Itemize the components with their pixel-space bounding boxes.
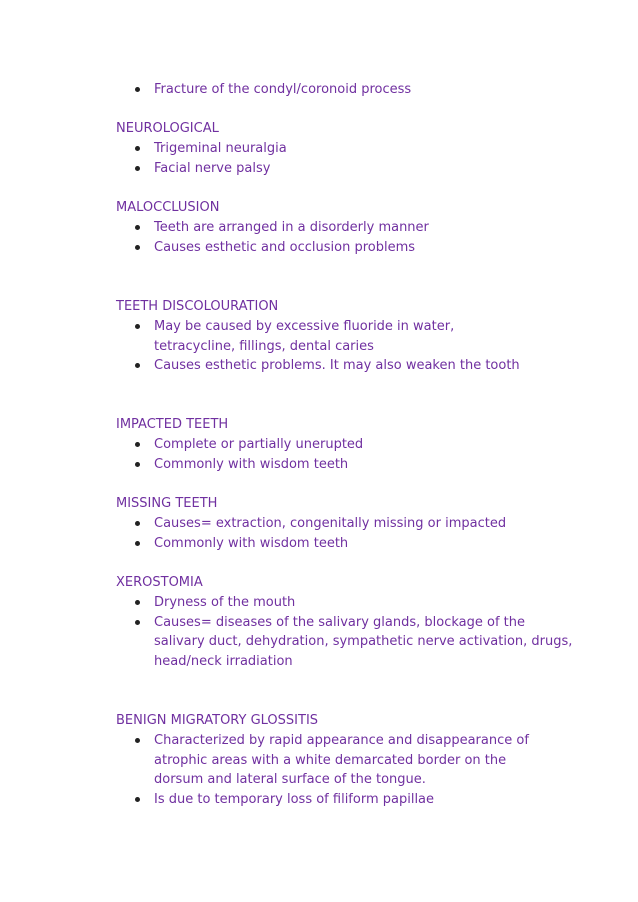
- list-item: [116, 356, 536, 376]
- list-item: [116, 455, 596, 475]
- bullet-dot-icon: [135, 442, 140, 447]
- section-heading: MISSING TEETH: [116, 496, 218, 511]
- list-item-text: Is due to temporary loss of filiform papillae: [154, 791, 435, 807]
- section-benign-migratory-glossitis: [116, 711, 556, 809]
- bullet-dot-icon: [135, 541, 140, 546]
- bullet-dot-icon: [135, 363, 140, 368]
- bullet-dot-icon: [135, 600, 140, 605]
- list-item-text: May be caused by excessive fluoride in water, tetracycline, fillings, dental caries: [154, 319, 455, 354]
- intro-block: [116, 80, 596, 100]
- list-item: [116, 593, 576, 613]
- list-item-text: Trigeminal neuralgia: [154, 141, 287, 156]
- list-item: [116, 139, 596, 159]
- bullet-list: [116, 514, 596, 553]
- list-item-text: Causes esthetic problems. It may also weaken the tooth: [154, 358, 520, 374]
- bullet-list: [116, 593, 576, 671]
- bullet-list: [116, 139, 596, 178]
- bullet-dot-icon: [135, 87, 140, 92]
- bullet-list: [116, 80, 596, 100]
- section-heading: IMPACTED TEETH: [116, 417, 229, 432]
- bullet-dot-icon: [135, 245, 140, 250]
- list-item-text: Dryness of the mouth: [154, 595, 296, 610]
- list-item: [116, 731, 556, 790]
- list-item-text: Causes= extraction, congenitally missing or impacted: [154, 516, 507, 531]
- section-teeth-discolouration: [116, 297, 536, 376]
- list-item-text: Teeth are arranged in a disorderly manner: [154, 220, 429, 235]
- list-item: [116, 514, 596, 534]
- bullet-list: [116, 218, 596, 257]
- bullet-list: [116, 731, 556, 809]
- bullet-list: [116, 435, 596, 474]
- list-item-text: Commonly with wisdom teeth: [154, 535, 349, 551]
- list-item: [116, 238, 596, 258]
- bullet-dot-icon: [135, 324, 140, 329]
- section-heading: TEETH DISCOLOURATION: [116, 299, 279, 314]
- bullet-list: [116, 317, 536, 376]
- bullet-dot-icon: [135, 225, 140, 230]
- bullet-dot-icon: [135, 738, 140, 743]
- section-impacted-teeth: [116, 415, 596, 474]
- list-item-text: Causes= diseases of the salivary glands, blockage of the salivary duct, dehydration, sympathetic nerve activation, drugs, head/neck irradiation: [154, 614, 573, 669]
- list-item: [116, 218, 596, 238]
- section-neurological: [116, 119, 596, 178]
- bullet-dot-icon: [135, 797, 140, 802]
- list-item-text: Commonly with wisdom teeth: [154, 456, 349, 472]
- section-heading: MALOCCLUSION: [116, 200, 220, 215]
- list-item: [116, 613, 576, 672]
- list-item: [116, 80, 596, 100]
- section-heading: XEROSTOMIA: [116, 575, 203, 590]
- bullet-dot-icon: [135, 166, 140, 171]
- list-item: [116, 159, 596, 179]
- list-item-text: Causes esthetic and occlusion problems: [154, 239, 416, 255]
- bullet-dot-icon: [135, 146, 140, 151]
- bullet-dot-icon: [135, 462, 140, 467]
- list-item: [116, 317, 536, 356]
- bullet-dot-icon: [135, 620, 140, 625]
- section-missing-teeth: [116, 494, 596, 553]
- section-xerostomia: [116, 573, 576, 671]
- section-malocclusion: [116, 198, 596, 257]
- list-item: [116, 790, 556, 810]
- list-item-text: Characterized by rapid appearance and disappearance of atrophic areas with a white demarcated border on the dorsum and lateral surface of the tongue.: [154, 733, 529, 788]
- list-item-text: Fracture of the condyl/coronoid process: [154, 82, 412, 97]
- list-item: [116, 534, 596, 554]
- section-heading: NEUROLOGICAL: [116, 121, 219, 136]
- list-item: [116, 435, 596, 455]
- section-heading: BENIGN MIGRATORY GLOSSITIS: [116, 713, 319, 728]
- bullet-dot-icon: [135, 521, 140, 526]
- list-item-text: Facial nerve palsy: [154, 160, 271, 176]
- list-item-text: Complete or partially unerupted: [154, 437, 364, 452]
